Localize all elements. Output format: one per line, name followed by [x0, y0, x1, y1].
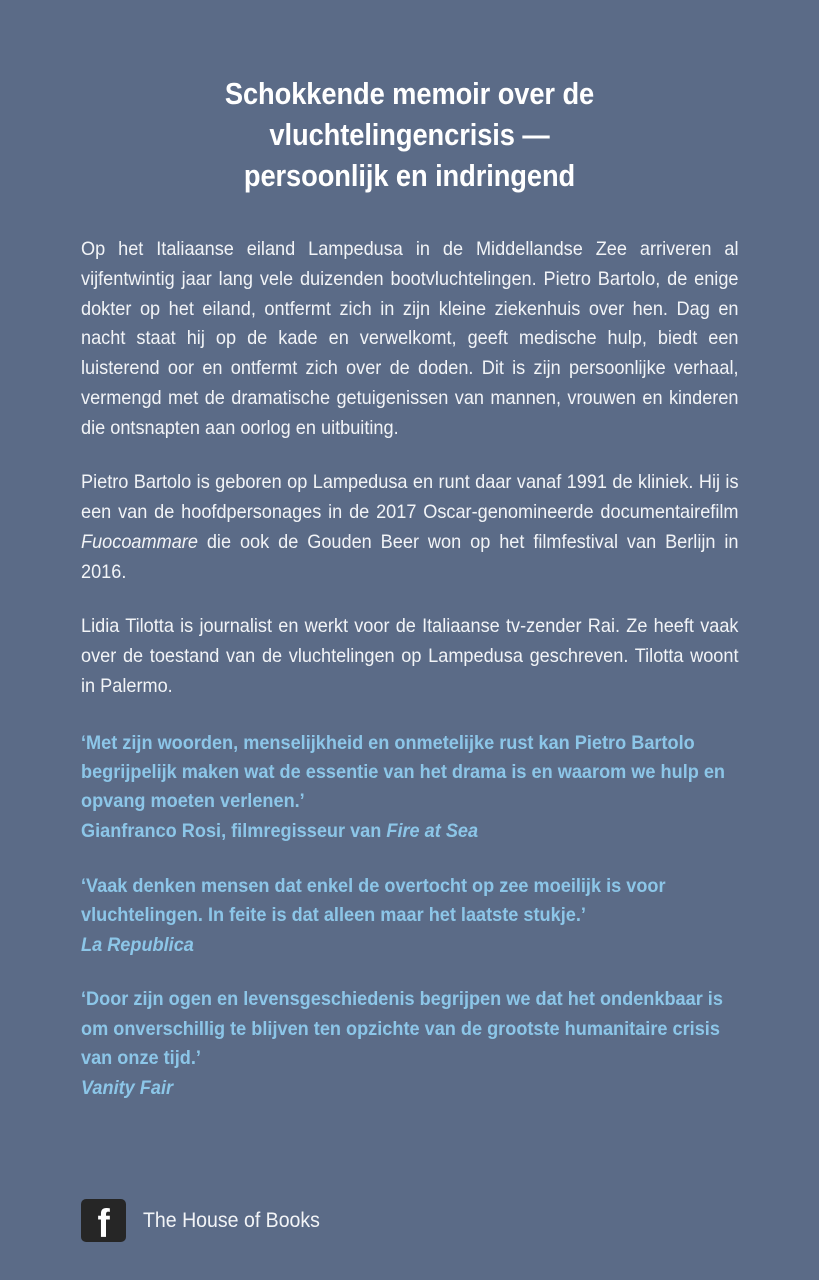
paragraph-author-bartolo-text-2: die ook de Gouden Beer won op het filmfestival van Berlijn in 2016.: [81, 531, 739, 583]
facebook-f-logo-icon: [81, 1199, 126, 1246]
review-quotes: [81, 729, 738, 1104]
paragraph-author-tilotta-text: Lidia Tilotta is journalist en werkt voor de Italiaanse tv-zender Rai. Ze heeft vaak over de toestand van de vluchtelingen op Lampedusa geschreven. Tilotta woont in Palermo.: [81, 614, 739, 697]
film-title-fuocoammare: Fuocoammare: [81, 531, 198, 554]
page-title-line-1: Schokkende memoir over de vluchtelingencrisis —: [224, 76, 595, 152]
review-quote-3-source: [81, 1074, 739, 1103]
review-quote-2-text: ‘Vaak denken mensen dat enkel de overtocht op zee moeilijk is voor vluchtelingen. In feite is dat alleen maar het laatste stukje.’: [81, 874, 666, 926]
review-quote-1-source-name: Gianfranco Rosi, filmregisseur van: [81, 820, 387, 843]
review-quote-3: [81, 985, 738, 1103]
paragraph-synopsis-text: Op het Italiaanse eiland Lampedusa in de Middellandse Zee arriveren al vijfentwintig jaar lang vele duizenden bootvluchtelingen. Pietro Bartolo, de enige dokter op het eiland, ontfermt zich in zijn kleine ziekenhuis over hen. Dag en nacht staat hij op de kade en verwelkomt, geeft medische hulp, biedt een luisterend oor en ontfermt zich over de doden. Dit is zijn persoonlijke verhaal, vermengd met de dramatische getuigenissen van mannen, vrouwen en kinderen die ontsnapten aan oorlog en uitbuiting.: [81, 237, 739, 440]
publisher-footer: [81, 1199, 333, 1246]
paragraph-author-bartolo: [81, 468, 739, 588]
cover-content: [81, 0, 738, 1103]
review-quote-3-text: ‘Door zijn ogen en levensgeschiedenis begrijpen we dat het ondenkbaar is om onverschillig te blijven ten opzichte van de grootste humanitaire crisis van onze tijd.’: [81, 988, 723, 1069]
review-quote-1: [81, 729, 738, 847]
review-quote-2-source: [81, 931, 739, 960]
description-block: [81, 235, 738, 702]
publication-vanity-fair: Vanity Fair: [81, 1077, 174, 1100]
page-title: [120, 0, 698, 197]
review-quote-2: [81, 872, 738, 961]
publication-la-republica: La Republica: [81, 934, 194, 957]
review-quote-1-source: [81, 817, 739, 846]
paragraph-author-bartolo-text-1: Pietro Bartolo is geboren op Lampedusa en runt daar vanaf 1991 de kliniek. Hij is een van de hoofdpersonages in de 2017 Oscar-genomineerde documentairefilm: [81, 471, 739, 524]
publisher-name: The House of Books: [143, 1209, 320, 1232]
facebook-f-logo-glyph: f: [97, 1202, 110, 1246]
page-title-line-2: persoonlijk en indringend: [243, 157, 576, 193]
film-title-fire-at-sea: Fire at Sea: [386, 820, 479, 843]
paragraph-author-tilotta: [81, 612, 739, 702]
paragraph-synopsis: [81, 235, 739, 444]
review-quote-1-text: ‘Met zijn woorden, menselijkheid en onmetelijke rust kan Pietro Bartolo begrijpelijk maken wat de essentie van het drama is en waarom we hulp en opvang moeten verlenen.’: [81, 731, 726, 813]
